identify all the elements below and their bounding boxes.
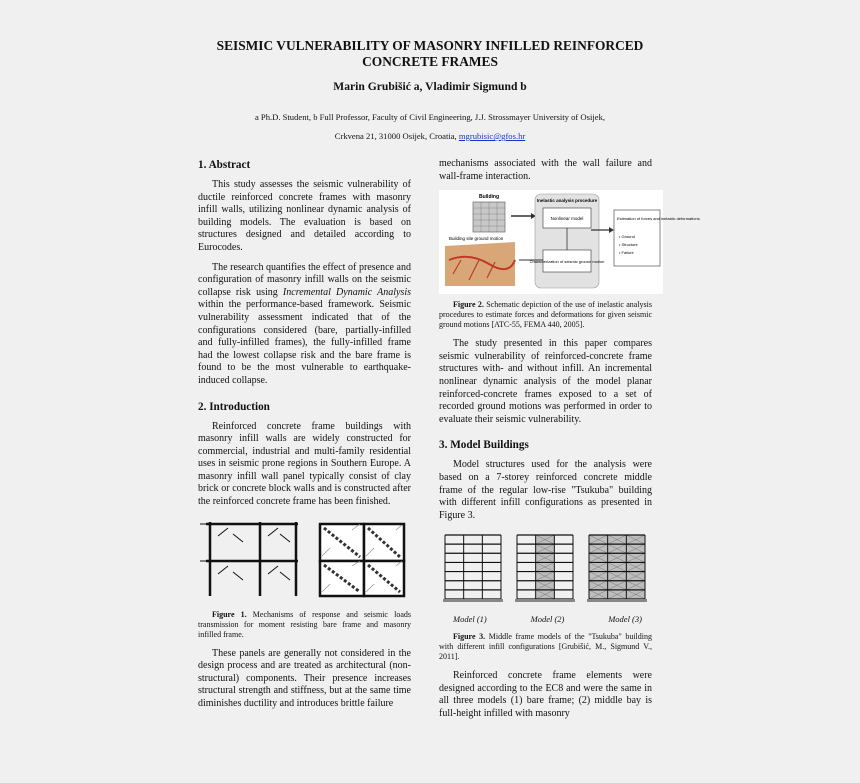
fig2-building-label: Building (479, 194, 499, 201)
fig2-box-char: Characterization of seismic ground motion (529, 259, 605, 265)
figure-3-text: Middle frame models of the "Tsukuba" building with different infill configurations [Grubišić, M., Sigmund V., 2011]. (439, 631, 653, 661)
abstract-paragraph-1: This study assesses the seismic vulnerability of ductile reinforced concrete frames with masonry infill walls, utilizing nonlinear dynamic analysis of building models. The evaluation is based on structures designed and detailed according to Eurocodes. (198, 179, 411, 253)
model-buildings-paragraph-2: Reinforced concrete frame elements were designed according to the EC8 and were the same in all three models (1) bare frame; (2) middle bay is full-height infilled with masonry (439, 669, 652, 719)
figure-1-text: Mechanisms of response and seismic loads transmission for moment resisting bare frame and masonry infilled frame. (198, 609, 412, 639)
model-labels (439, 613, 652, 626)
foundation (587, 599, 647, 602)
introduction-paragraph-2: These panels are generally not considered in the design process and are treated as architectural (non-structural) components. Their presence increases structural strength and stiffness, but at the same time diminishes ductility and introduces brittle failure (198, 647, 411, 710)
ground-section (445, 242, 515, 286)
figure-3-caption (439, 632, 652, 662)
frame-model-3 (587, 535, 647, 602)
model-3-label: Model (3) (608, 614, 642, 625)
bare-frame (206, 522, 298, 596)
figure-1-image (198, 516, 411, 604)
model-buildings-paragraph-1: Model structures used for the analysis were based on a 7-storey reinforced concrete middle frame of the regular low-rise "Tsukuba" building with different infill configurations as presented in Figure 3. (439, 459, 652, 521)
fig2-bullet-2: • Structure (619, 242, 638, 248)
bare-frame-forces (200, 524, 290, 580)
frame-model-1 (443, 535, 503, 602)
affiliation (150, 108, 710, 146)
email-link[interactable]: mgrubisic@gfos.hr (458, 131, 526, 141)
abstract-heading: 1. Abstract (198, 159, 251, 171)
model-buildings-heading: 3. Model Buildings (439, 439, 529, 452)
figure-2-label: Figure 2. (453, 300, 484, 310)
fig2-bullet-1: • Ground (619, 234, 635, 240)
introduction-paragraph-3: mechanisms associated with the wall failure and wall-frame interaction. (439, 158, 652, 182)
abstract-text-a: The research quantifies the effect of presence and configuration of masonry infill walls on the seismic collapse risk using (198, 261, 411, 298)
figure-2-text: Schematic depiction of the use of inelastic analysis procedures to estimate forces and deformations for given seismic ground motions [ATC-55, FEMA 440, 2005]. (439, 300, 652, 330)
fig2-ground-label: Building site ground motion (449, 236, 504, 242)
introduction-paragraph-1: Reinforced concrete frame buildings with masonry infill walls are widely constructed for commercial, industrial and multi-family residential uses in seismic prone regions in Southern Europe. A masonry infill wall panel typically consist of clay brick or concrete block walls and is constructed after the reinforced concrete frame has been finished. (198, 420, 411, 508)
figure-1-caption (198, 610, 411, 640)
abstract-text-b: within the performance-based framework. Seismic vulnerability assessment indicated that of the configurations considered (bare, partially-infilled and fully-infilled frames), the fully-infilled frame had the lowest collapse risk and the bare frame is found to be the most vulnerable to earthquake-induced collapse. (198, 299, 411, 386)
fig2-box-model: Nonlinear model (550, 216, 584, 222)
fig2-box-estim: Estimation of forces and inelastic deformations (617, 216, 700, 222)
foundation (443, 599, 503, 602)
left-column (198, 158, 411, 718)
model-1-label: Model (1) (453, 614, 487, 625)
infilled-frame (320, 524, 404, 596)
frame-model-2 (515, 535, 575, 602)
introduction-heading: 2. Introduction (198, 400, 270, 413)
building-icon (473, 202, 505, 232)
figure-1-label: Figure 1. (212, 609, 247, 619)
figure-2-caption (439, 300, 652, 330)
authors: Marin Grubišić a, Vladimir Sigmund b (333, 80, 527, 93)
abstract-emphasis: Incremental Dynamic Analysis (282, 286, 411, 298)
study-paragraph: The study presented in this paper compares seismic vulnerability of reinforced-concrete frame structures with- and without infill. An incremental nonlinear dynamic analysis of the model planar reinforced-concrete frames exposed to a set of recorded ground motions was performed in order to evaluate their seismic vulnerability. (439, 338, 652, 425)
figure-2-image (439, 190, 700, 294)
model-2-label: Model (2) (530, 614, 565, 625)
figure-3-image (439, 529, 652, 609)
figure-3-label: Figure 3. (453, 631, 486, 641)
title-line-1: SEISMIC VULNERABILITY OF MASONRY INFILLED REINFORCED (216, 38, 644, 53)
title-line-2: CONCRETE FRAMES (362, 54, 498, 69)
foundation (515, 599, 575, 602)
affiliation-line-1: a Ph.D. Student, b Full Professor, Faculty of Civil Engineering, J.J. Strossmayer University of Osijek, (254, 112, 606, 122)
paper-title (150, 38, 710, 70)
affiliation-line-2 (150, 127, 710, 146)
fig2-box-header: Inelastic analysis procedure (536, 198, 598, 204)
fig2-bullet-3: • Failure (619, 250, 634, 256)
abstract-paragraph-2 (198, 262, 411, 388)
right-column (439, 158, 700, 727)
address: Crkvena 21, 31000 Osijek, Croatia, (334, 131, 459, 141)
